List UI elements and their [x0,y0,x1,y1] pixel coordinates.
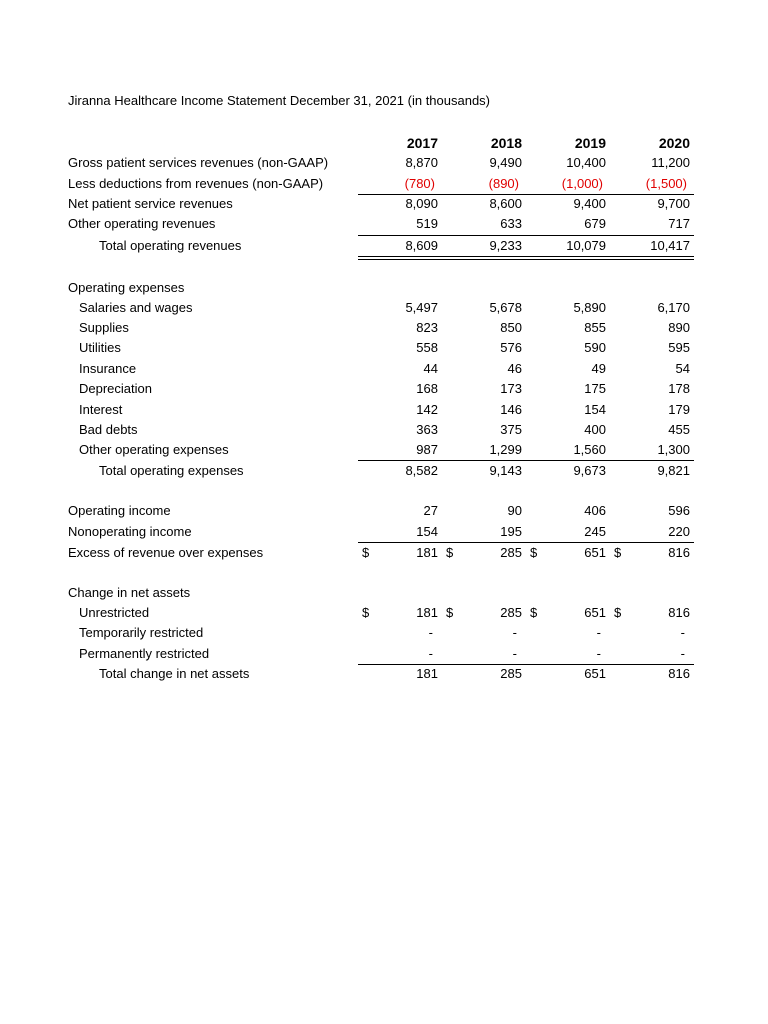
value-cell: 679 [584,216,606,231]
table-row [0,338,768,358]
value-cell: 651 [584,545,606,560]
value-cell: 9,233 [489,238,522,253]
table-row [0,153,768,173]
value-cell: - [428,625,433,640]
row-label: Salaries and wages [79,300,193,315]
row-label: Total change in net assets [99,666,250,681]
negative-value-cell: (1,500) [645,176,687,191]
double-total-rule [358,256,694,260]
negative-value-cell: (1,000) [561,176,603,191]
value-cell: 9,400 [573,196,606,211]
value-cell: 154 [416,524,438,539]
value-cell: 595 [668,340,690,355]
currency-symbol: $ [530,605,538,620]
value-cell: 651 [584,666,606,681]
row-label: Interest [79,402,123,417]
value-cell: 816 [668,545,690,560]
value-cell: 9,143 [489,463,522,478]
currency-symbol: $ [446,545,454,560]
section-heading: Change in net assets [68,585,191,600]
section-heading-row [0,278,768,298]
value-cell: 590 [584,340,606,355]
value-cell: 890 [668,320,690,335]
row-label: Net patient service revenues [68,196,233,211]
table-row [0,501,768,521]
negative-value-cell: (780) [404,176,435,191]
row-label: Excess of revenue over expenses [68,545,264,560]
statement-title: Jiranna Healthcare Income Statement December 31, 2021 (in thousands) [68,93,491,108]
value-cell: 10,400 [566,155,606,170]
value-cell: 850 [500,320,522,335]
row-label: Other operating expenses [79,442,229,457]
value-cell: 855 [584,320,606,335]
value-cell: 27 [423,503,438,518]
table-row [0,522,768,542]
value-cell: 8,582 [405,463,438,478]
value-cell: 168 [416,381,438,396]
table-row [0,623,768,643]
table-row [0,236,768,256]
row-label: Total operating expenses [99,463,244,478]
table-row [0,194,768,214]
value-cell: 195 [500,524,522,539]
negative-value-cell: (890) [488,176,519,191]
year-header: 2018 [490,135,522,151]
value-cell: 5,497 [405,300,438,315]
value-cell: 142 [416,402,438,417]
value-cell: 181 [416,605,438,620]
value-cell: 10,417 [650,238,690,253]
value-cell: 285 [500,545,522,560]
row-label: Nonoperating income [68,524,192,539]
value-cell: 8,090 [405,196,438,211]
value-cell: 9,490 [489,155,522,170]
value-cell: 1,300 [657,442,690,457]
value-cell: 651 [584,605,606,620]
value-cell: - [596,646,601,661]
value-cell: 44 [423,361,438,376]
value-cell: 49 [591,361,606,376]
table-row [0,359,768,379]
value-cell: 285 [500,605,522,620]
value-cell: 717 [668,216,690,231]
value-cell: 8,870 [405,155,438,170]
table-row [0,298,768,318]
value-cell: 220 [668,524,690,539]
table-row [0,420,768,440]
value-cell: - [596,625,601,640]
year-header-row [0,133,768,153]
value-cell: 11,200 [651,155,690,170]
value-cell: - [680,625,685,640]
value-cell: 558 [416,340,438,355]
value-cell: 175 [584,381,606,396]
value-cell: 400 [584,422,606,437]
row-label: Depreciation [79,381,152,396]
value-cell: - [512,646,517,661]
table-row [0,644,768,664]
currency-symbol: $ [362,545,370,560]
row-label: Other operating revenues [68,216,216,231]
value-cell: - [428,646,433,661]
currency-symbol: $ [530,545,538,560]
value-cell: 8,600 [489,196,522,211]
value-cell: 596 [668,503,690,518]
row-label: Utilities [79,340,121,355]
value-cell: 178 [668,381,690,396]
table-row [0,379,768,399]
value-cell: 363 [416,422,438,437]
value-cell: 90 [507,503,522,518]
value-cell: 816 [668,605,690,620]
table-row [0,543,768,563]
currency-symbol: $ [362,605,370,620]
value-cell: - [512,625,517,640]
row-label: Insurance [79,361,137,376]
value-cell: 8,609 [405,238,438,253]
value-cell: 245 [584,524,606,539]
value-cell: 1,299 [489,442,522,457]
table-row [0,461,768,481]
row-label: Permanently restricted [79,646,210,661]
value-cell: 154 [584,402,606,417]
table-row [0,440,768,460]
table-row [0,318,768,338]
value-cell: 633 [500,216,522,231]
value-cell: 46 [507,361,522,376]
value-cell: 9,700 [657,196,690,211]
year-header: 2020 [658,135,690,151]
value-cell: 519 [416,216,438,231]
value-cell: 9,673 [573,463,606,478]
year-header: 2019 [574,135,606,151]
value-cell: 5,678 [489,300,522,315]
value-cell: 146 [500,402,522,417]
row-label: Gross patient services revenues (non-GAAP) [68,155,329,170]
value-cell: 5,890 [573,300,606,315]
row-label: Temporarily restricted [79,625,204,640]
row-label: Unrestricted [79,605,150,620]
row-label: Supplies [79,320,129,335]
currency-symbol: $ [614,545,622,560]
value-cell: - [680,646,685,661]
value-cell: 987 [416,442,438,457]
row-label: Less deductions from revenues (non-GAAP) [68,176,324,191]
currency-symbol: $ [614,605,622,620]
table-row [0,214,768,234]
table-row [0,400,768,420]
value-cell: 406 [584,503,606,518]
value-cell: 9,821 [657,463,690,478]
value-cell: 823 [416,320,438,335]
value-cell: 1,560 [573,442,606,457]
table-row [0,603,768,623]
table-row [0,174,768,194]
section-heading-row [0,583,768,603]
row-label: Bad debts [79,422,138,437]
value-cell: 181 [416,666,438,681]
table-row [0,664,768,684]
value-cell: 455 [668,422,690,437]
row-label: Operating income [68,503,171,518]
value-cell: 54 [675,361,690,376]
value-cell: 816 [668,666,690,681]
value-cell: 576 [500,340,522,355]
currency-symbol: $ [446,605,454,620]
section-heading: Operating expenses [68,280,185,295]
value-cell: 179 [668,402,690,417]
year-header: 2017 [406,135,438,151]
value-cell: 6,170 [657,300,690,315]
value-cell: 181 [416,545,438,560]
value-cell: 375 [500,422,522,437]
row-label: Total operating revenues [99,238,242,253]
value-cell: 285 [500,666,522,681]
value-cell: 173 [500,381,522,396]
value-cell: 10,079 [566,238,606,253]
